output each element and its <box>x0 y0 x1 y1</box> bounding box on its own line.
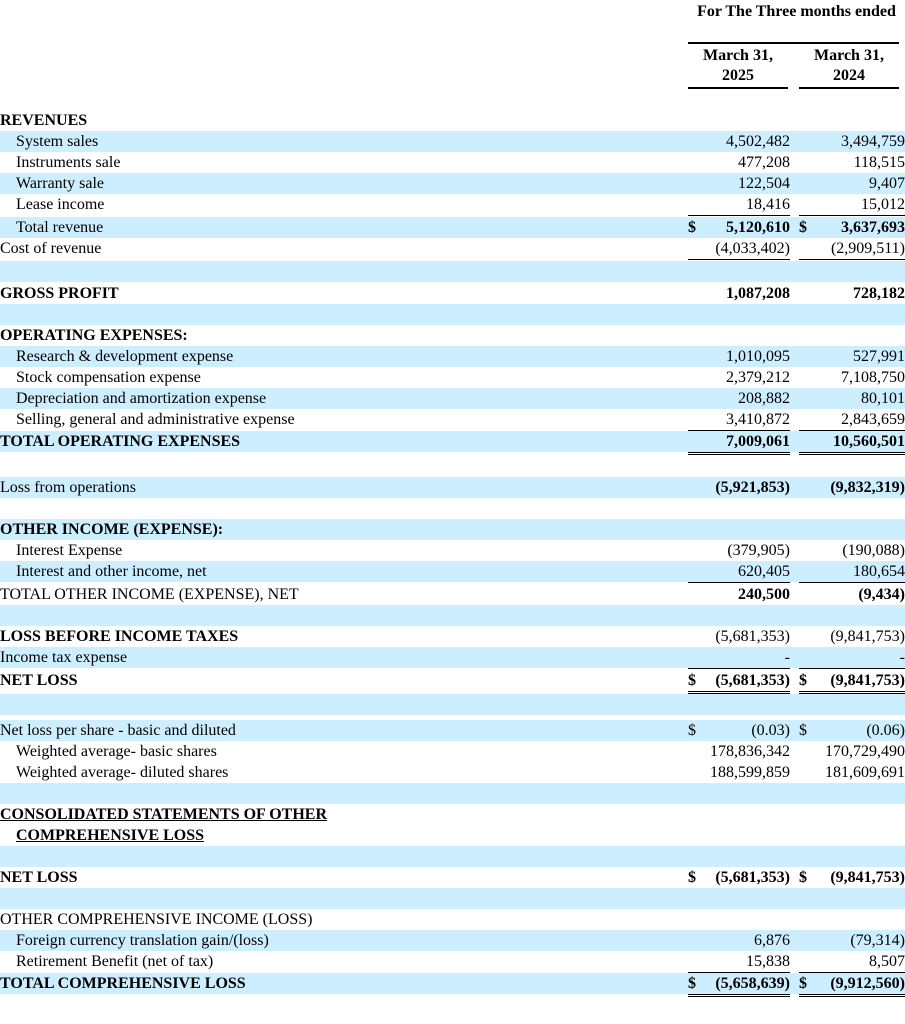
table-row <box>0 388 905 409</box>
value-2024: (2,909,511) <box>799 238 905 260</box>
row-label: Selling, general and administrative expense <box>16 411 295 428</box>
table-row <box>0 647 905 668</box>
value-2024: 118,515 <box>853 154 905 171</box>
row-label: TOTAL COMPREHENSIVE LOSS <box>0 975 246 992</box>
loss-from-operations-row <box>0 477 905 498</box>
spacer-row <box>0 694 905 715</box>
table-row <box>0 152 905 173</box>
table-row <box>0 930 905 951</box>
row-label: LOSS BEFORE INCOME TAXES <box>0 628 239 645</box>
spacer-row <box>0 605 905 626</box>
gross-profit-row <box>0 283 905 304</box>
row-label: Cost of revenue <box>0 240 102 257</box>
section-heading: COMPREHENSIVE LOSS <box>16 827 205 844</box>
total-row <box>0 217 905 238</box>
value-2024 <box>799 670 905 694</box>
value-2024: 7,108,750 <box>841 369 905 386</box>
value-2025: 18,416 <box>688 194 790 216</box>
amount: (0.03) <box>751 722 790 739</box>
comprehensive-net-loss-row <box>0 867 905 888</box>
currency-symbol: $ <box>688 869 696 886</box>
spacer-row <box>0 498 905 519</box>
row-label: TOTAL OTHER INCOME (EXPENSE), NET <box>0 586 299 603</box>
value-2024 <box>799 720 905 741</box>
row-label: Interest and other income, net <box>16 563 207 580</box>
column-header-2025: March 31, 2025 <box>703 47 773 84</box>
comprehensive-heading-row-2 <box>0 825 905 846</box>
spacer-row <box>0 304 905 325</box>
value-2024: (9,832,319) <box>830 479 905 496</box>
value-2025: 208,882 <box>738 390 790 407</box>
currency-symbol: $ <box>799 219 807 236</box>
amount: (9,841,753) <box>830 672 905 689</box>
section-heading: OTHER COMPREHENSIVE INCOME (LOSS) <box>0 911 313 928</box>
currency-symbol: $ <box>688 219 696 236</box>
revenues-heading-row <box>0 110 905 131</box>
value-2024: 80,101 <box>861 390 905 407</box>
value-2025: 6,876 <box>754 932 790 949</box>
value-2025 <box>688 217 790 238</box>
value-2025 <box>688 867 790 888</box>
value-2025: 620,405 <box>688 561 790 583</box>
value-2025: 240,500 <box>738 586 790 603</box>
value-2025: (379,905) <box>727 542 790 559</box>
table-row <box>0 762 905 783</box>
row-label: TOTAL OPERATING EXPENSES <box>0 433 241 450</box>
table-row <box>0 367 905 388</box>
table-row <box>0 540 905 561</box>
value-2024: (79,314) <box>850 932 905 949</box>
amount: 5,120,610 <box>726 219 790 236</box>
table-row <box>0 561 905 582</box>
section-heading: CONSOLIDATED STATEMENTS OF OTHER <box>0 806 328 823</box>
amount: (9,841,753) <box>830 869 905 886</box>
value-2024: 728,182 <box>853 285 905 302</box>
value-2024: 8,507 <box>799 951 905 973</box>
period-header: For The Three months ended <box>697 3 896 20</box>
currency-symbol: $ <box>799 869 807 886</box>
value-2025: (4,033,402) <box>688 238 790 260</box>
column-rule-2024 <box>799 87 899 89</box>
value-2025: 1,087,208 <box>726 285 790 302</box>
value-2025: (5,921,853) <box>715 479 790 496</box>
spacer-row <box>0 261 905 282</box>
net-loss-row <box>0 670 905 691</box>
other-income-heading-row <box>0 519 905 540</box>
value-2025: 188,599,859 <box>710 764 790 781</box>
currency-symbol: $ <box>688 672 696 689</box>
currency-symbol: $ <box>688 722 696 739</box>
row-label: Total revenue <box>16 219 104 236</box>
spacer-row <box>0 455 905 476</box>
row-label: Foreign currency translation gain/(loss) <box>16 932 269 949</box>
value-2024: 170,729,490 <box>825 743 905 760</box>
value-2024: 527,991 <box>853 348 905 365</box>
row-label: Income tax expense <box>0 649 128 666</box>
oci-heading-row <box>0 909 905 930</box>
total-row <box>0 973 905 994</box>
table-row <box>0 741 905 762</box>
value-2025: 3,410,872 <box>688 409 790 431</box>
row-label: NET LOSS <box>0 869 78 886</box>
operating-expenses-heading-row <box>0 325 905 346</box>
section-heading: OPERATING EXPENSES: <box>0 327 188 344</box>
amount: (5,681,353) <box>715 869 790 886</box>
value-2024 <box>799 867 905 888</box>
value-2024: 10,560,501 <box>799 431 905 455</box>
value-2025: 4,502,482 <box>726 133 790 150</box>
value-2025: 7,009,061 <box>688 431 790 455</box>
value-2024: 180,654 <box>799 561 905 583</box>
amount: 3,637,693 <box>841 219 905 236</box>
value-2024: 15,012 <box>799 194 905 216</box>
value-2025: 122,504 <box>738 175 790 192</box>
row-label: Retirement Benefit (net of tax) <box>16 953 214 970</box>
period-header-rule <box>688 42 899 44</box>
table-row <box>0 409 905 430</box>
row-label: Stock compensation expense <box>16 369 201 386</box>
table-row <box>0 238 905 259</box>
value-2024: (190,088) <box>842 542 905 559</box>
row-label: GROSS PROFIT <box>0 285 119 302</box>
amount: (5,681,353) <box>715 672 790 689</box>
value-2024 <box>799 217 905 238</box>
table-row <box>0 951 905 972</box>
value-2025: - <box>688 647 790 669</box>
section-heading: REVENUES <box>0 112 88 129</box>
spacer-row <box>0 846 905 867</box>
value-2024: - <box>799 647 905 669</box>
value-2025 <box>688 973 790 997</box>
total-row <box>0 584 905 605</box>
row-label: Loss from operations <box>0 479 136 496</box>
currency-symbol: $ <box>799 975 807 992</box>
table-row <box>0 131 905 152</box>
value-2024: 3,494,759 <box>841 133 905 150</box>
value-2025: 2,379,212 <box>726 369 790 386</box>
table-row <box>0 194 905 215</box>
total-row <box>0 431 905 452</box>
column-rule-2025 <box>688 87 788 89</box>
table-row <box>0 346 905 367</box>
table-row <box>0 720 905 741</box>
value-2024: 2,843,659 <box>799 409 905 431</box>
value-2025 <box>688 670 790 694</box>
row-label: Net loss per share - basic and diluted <box>0 722 236 739</box>
table-row <box>0 173 905 194</box>
loss-before-taxes-row <box>0 626 905 647</box>
column-header-2024: March 31, 2024 <box>814 47 884 84</box>
comprehensive-heading-row <box>0 804 905 825</box>
row-label: Research & development expense <box>16 348 234 365</box>
row-label: Weighted average- diluted shares <box>16 764 229 781</box>
amount: (9,912,560) <box>830 975 905 992</box>
row-label: System sales <box>16 133 99 150</box>
value-2025: 15,838 <box>688 951 790 973</box>
row-label: Interest Expense <box>16 542 123 559</box>
value-2024: 181,609,691 <box>825 764 905 781</box>
spacer-row <box>0 888 905 909</box>
value-2024: (9,841,753) <box>830 628 905 645</box>
row-label: Instruments sale <box>16 154 121 171</box>
row-label: Depreciation and amortization expense <box>16 390 267 407</box>
value-2025 <box>688 720 790 741</box>
row-label: Weighted average- basic shares <box>16 743 217 760</box>
value-2024 <box>799 973 905 997</box>
spacer-row <box>0 783 905 804</box>
row-label: Warranty sale <box>16 175 104 192</box>
value-2024: (9,434) <box>858 586 905 603</box>
value-2025: 178,836,342 <box>710 743 790 760</box>
value-2025: (5,681,353) <box>715 628 790 645</box>
value-2025: 1,010,095 <box>726 348 790 365</box>
amount: (0.06) <box>866 722 905 739</box>
row-label: Lease income <box>16 196 105 213</box>
amount: (5,658,639) <box>715 975 790 992</box>
value-2025: 477,208 <box>738 154 790 171</box>
currency-symbol: $ <box>799 672 807 689</box>
currency-symbol: $ <box>688 975 696 992</box>
value-2024: 9,407 <box>869 175 905 192</box>
section-heading: OTHER INCOME (EXPENSE): <box>0 521 224 538</box>
row-label: NET LOSS <box>0 672 78 689</box>
currency-symbol: $ <box>799 722 807 739</box>
